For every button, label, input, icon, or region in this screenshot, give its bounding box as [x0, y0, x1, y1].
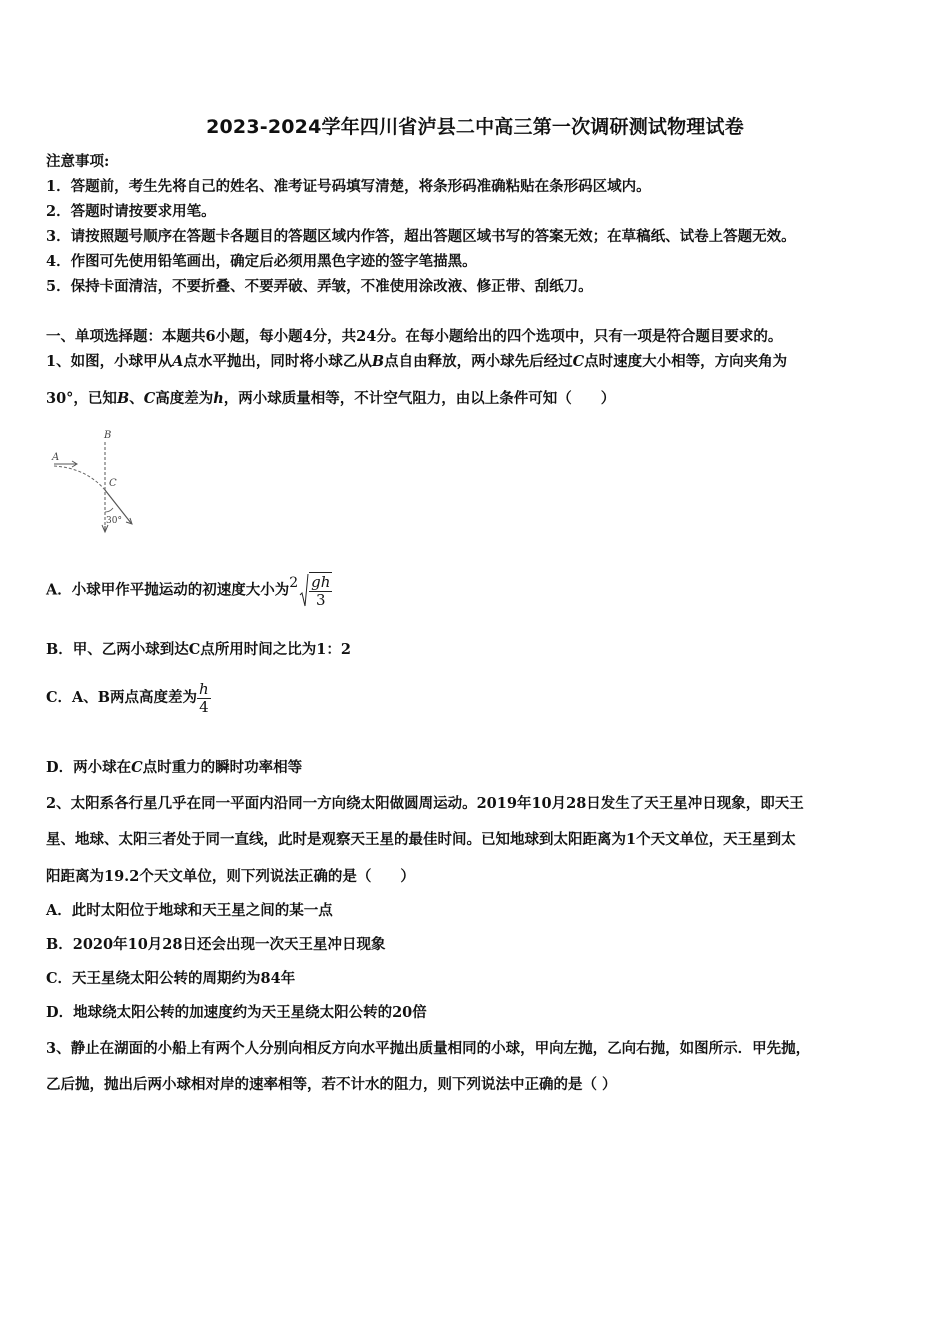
q1-option-c: C．A、B两点高度差为 $\frac{h}{4}$: [46, 679, 209, 716]
q1-option-d: D．两小球在C点时重力的瞬时功率相等: [46, 759, 303, 776]
page-title: 2023-2024学年四川省泸县二中高三第一次调研测试物理试卷: [206, 116, 744, 138]
label-c: C: [109, 478, 117, 489]
label-a: A: [52, 452, 60, 463]
angle-arc: [105, 508, 113, 512]
notice-item-2: 2．答题时请按要求用笔。: [46, 203, 216, 220]
q3-stem-line2: 乙后抛，抛出后两小球相对岸的速率相等，若不计水的阻力，则下列说法中正确的是（ ）: [46, 1076, 617, 1093]
q2-stem-line3: 阳距离为19.2个天文单位，则下列说法正确的是（ ）: [46, 868, 415, 885]
fraction-h-over-4: $\frac{h}{4}$: [199, 679, 209, 716]
projectile-path: [54, 466, 105, 490]
angle-label: 30°: [106, 516, 122, 526]
notice-item-5: 5．保持卡面清洁，不要折叠、不要弄破、弄皱，不准使用涂改液、修正带、刮纸刀。: [46, 278, 593, 295]
notice-item-4: 4．作图可先使用铅笔画出，确定后必须用黑色字迹的签字笔描黑。: [46, 253, 477, 270]
q2-option-b: B．2020年10月28日还会出现一次天王星冲日现象: [46, 936, 386, 953]
q1-option-a: A．小球甲作平抛运动的初速度大小为 2 $\frac{gh}{3}$: [46, 573, 331, 609]
sqrt-expression: 2 $\frac{gh}{3}$: [289, 573, 331, 609]
notice-heading: 注意事项:: [46, 153, 110, 170]
q2-option-c: C．天王星绕太阳公转的周期约为84年: [46, 970, 296, 987]
q1-figure: [46, 428, 146, 538]
q2-option-a: A．此时太阳位于地球和天王星之间的某一点: [46, 902, 333, 919]
q2-stem-line2: 星、地球、太阳三者处于同一直线，此时是观察天王星的最佳时间。已知地球到太阳距离为1个天文单位，天王星到太: [46, 831, 796, 848]
fraction-gh-over-3: $\frac{gh}{3}$: [311, 573, 331, 609]
label-b: B: [104, 430, 112, 441]
q2-stem-line1: 2、太阳系各行星几乎在同一平面内沿同一方向绕太阳做圆周运动。2019年10月28日发生了天王星冲日现象，即天王: [46, 795, 804, 812]
q1-stem-line2: 30°，已知B、C高度差为h，两小球质量相等，不计空气阻力，由以上条件可知（ ）: [46, 390, 616, 407]
section-heading: 一、单项选择题：本题共6小题，每小题4分，共24分。在每小题给出的四个选项中，只有一项是符合题目要求的。: [46, 328, 783, 345]
q3-stem-line1: 3、静止在湖面的小船上有两个人分别向相反方向水平抛出质量相同的小球，甲向左抛，乙向右抛，如图所示．甲先抛，: [46, 1040, 811, 1057]
notice-item-1: 1．答题前，考生先将自己的姓名、准考证号码填写清楚，将条形码准确粘贴在条形码区域内。: [46, 178, 651, 195]
radical-sign: [299, 573, 309, 609]
q1-option-b: B．甲、乙两小球到达C点所用时间之比为1：2: [46, 641, 351, 658]
q2-option-d: D．地球绕太阳公转的加速度约为天王星绕太阳公转的20倍: [46, 1004, 427, 1021]
q1-stem-line1: 1、如图，小球甲从A点水平抛出，同时将小球乙从B点自由释放，两小球先后经过C点时速度大小相等，方向夹角为: [46, 353, 788, 370]
notice-item-3: 3．请按照题号顺序在答题卡各题目的答题区域内作答，超出答题区域书写的答案无效；在草稿纸、试卷上答题无效。: [46, 228, 796, 245]
